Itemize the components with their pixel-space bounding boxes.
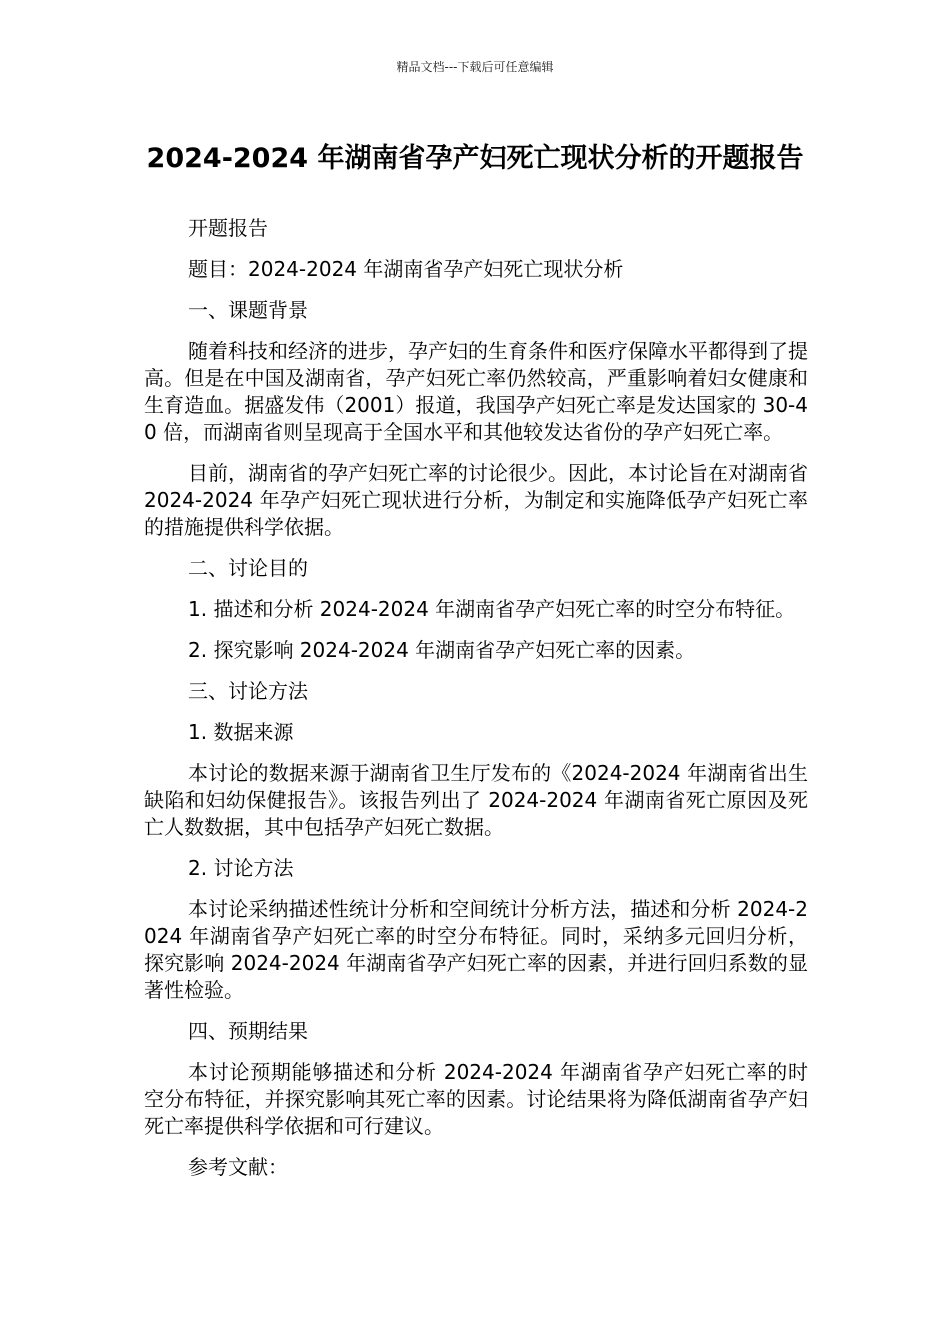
document-body — [144, 215, 808, 1195]
paragraph-topic: 题目：2024-2024 年湖南省孕产妇死亡现状分析 — [188, 257, 624, 281]
paragraph-methods: 本讨论采纳描述性统计分析和空间统计分析方法，描述和分析 2024-2024 年湖南省孕产妇死亡率的时空分布特征。同时，采纳多元回归分析，探究影响 2024-2024 年湖南省孕产妇死亡率的因素，并进行回归系数的显著性检验。 — [144, 897, 808, 1002]
page-header-note: 精品文档---下载后可任意编辑 — [396, 60, 554, 74]
paragraph-data-source: 本讨论的数据来源于湖南省卫生厅发布的《2024-2024 年湖南省出生缺陷和妇幼保健报告》。该报告列出了 2024-2024 年湖南省死亡原因及死亡人数数据，其中包括孕产妇死亡数据。 — [144, 761, 808, 839]
paragraph-report-label: 开题报告 — [188, 216, 268, 240]
list-item-purpose-2: 2. 探究影响 2024-2024 年湖南省孕产妇死亡率的因素。 — [188, 638, 696, 662]
section-heading-purpose: 二、讨论目的 — [188, 556, 308, 580]
subheading-data-source: 1. 数据来源 — [188, 720, 294, 744]
references-heading: 参考文献： — [188, 1155, 288, 1179]
paragraph-expected-results: 本讨论预期能够描述和分析 2024-2024 年湖南省孕产妇死亡率的时空分布特征，并探究影响其死亡率的因素。讨论结果将为降低湖南省孕产妇死亡率提供科学依据和可行建议。 — [144, 1060, 808, 1138]
document-title: 2024-2024 年湖南省孕产妇死亡现状分析的开题报告 — [146, 143, 804, 174]
paragraph-background-1: 随着科技和经济的进步，孕产妇的生育条件和医疗保障水平都得到了提高。但是在中国及湖南省，孕产妇死亡率仍然较高，严重影响着妇女健康和生育造血。据盛发伟（2001）报道，我国孕产妇死亡率是发达国家的 30-40 倍，而湖南省则呈现高于全国水平和其他较发达省份的孕产妇死亡率。 — [144, 339, 808, 444]
section-heading-methods: 三、讨论方法 — [188, 679, 308, 703]
section-heading-expected-results: 四、预期结果 — [188, 1019, 308, 1043]
list-item-purpose-1: 1. 描述和分析 2024-2024 年湖南省孕产妇死亡率的时空分布特征。 — [188, 597, 796, 621]
subheading-methods: 2. 讨论方法 — [188, 856, 294, 880]
section-heading-background: 一、课题背景 — [188, 298, 308, 322]
paragraph-background-2: 目前，湖南省的孕产妇死亡率的讨论很少。因此，本讨论旨在对湖南省 2024-2024 年孕产妇死亡现状进行分析，为制定和实施降低孕产妇死亡率的措施提供科学依据。 — [144, 461, 808, 539]
